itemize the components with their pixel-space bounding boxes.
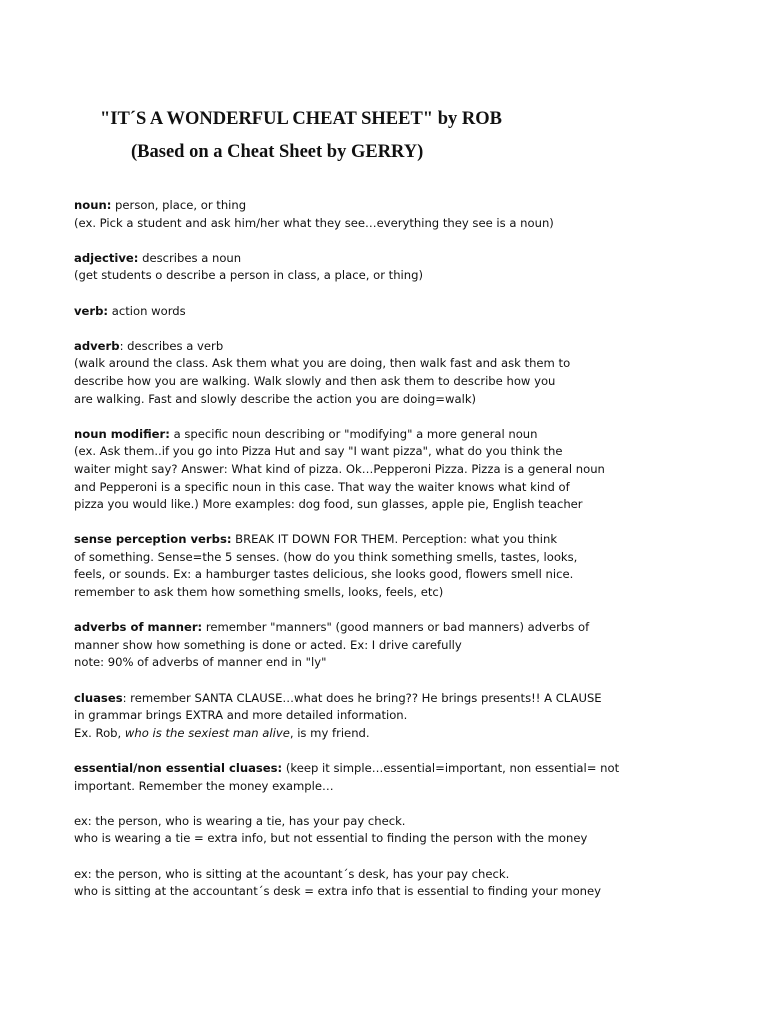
term-sense-perception-verbs: sense perception verbs: — [74, 532, 232, 547]
document-subtitle: (Based on a Cheat Sheet by GERRY) — [131, 142, 424, 162]
example-1-line: ex: the person, who is wearing a tie, has your pay check. — [74, 813, 406, 828]
section-cluases — [74, 690, 734, 743]
essential-line: important. Remember the money example… — [74, 778, 334, 793]
document-title: "IT´S A WONDERFUL CHEAT SHEET" by ROB — [100, 109, 502, 129]
definition-adverb: : describes a verb — [119, 338, 224, 353]
section-essential-cluases — [74, 760, 734, 795]
term-adjective: adjective: — [74, 250, 139, 265]
definition-noun: person, place, or thing — [111, 198, 247, 212]
section-sense-perception-verbs — [74, 531, 734, 601]
term-adverbs-of-manner: adverbs of manner: — [74, 620, 203, 635]
noun-modifier-line: (ex. Ask them..if you go into Pizza Hut and say "I want pizza", what do you think the — [74, 444, 563, 459]
noun-modifier-line: waiter might say? Answer: What kind of pizza. Ok…Pepperoni Pizza. Pizza is a general noun — [74, 461, 605, 476]
term-verb: verb: — [74, 303, 109, 318]
adverbs-manner-line: manner show how something is done or acted. Ex: I drive carefully — [74, 637, 462, 652]
section-adverbs-of-manner — [74, 619, 734, 672]
example-2-line: ex: the person, who is sitting at the acountant´s desk, has your pay check. — [74, 866, 510, 881]
cluases-line: in grammar brings EXTRA and more detailed information. — [74, 708, 408, 723]
term-noun-modifier: noun modifier: — [74, 426, 170, 441]
definition-adjective: describes a noun — [138, 250, 242, 265]
noun-modifier-line: and Pepperoni is a specific noun in this case. That way the waiter knows what kind of — [74, 479, 570, 494]
definition-adverbs-of-manner: remember "manners" (good manners or bad manners) adverbs of — [202, 620, 590, 635]
adverb-line: describe how you are walking. Walk slowly and then ask them to describe how you — [74, 373, 556, 388]
example-noun: (ex. Pick a student and ask him/her what they see…everything they see is a noun) — [74, 215, 554, 230]
section-adjective — [74, 250, 734, 285]
term-noun: noun: — [74, 198, 112, 212]
cluases-example-italic: who is the sexiest man alive — [124, 725, 290, 740]
section-verb — [74, 303, 734, 321]
term-essential-cluases: essential/non essential cluases: — [74, 761, 283, 775]
definition-sense-perception-verbs: BREAK IT DOWN FOR THEM. Perception: what you think — [231, 532, 558, 547]
example-adjective: (get students o describe a person in class, a place, or thing) — [74, 268, 424, 283]
sense-verbs-line: of something. Sense=the 5 senses. (how do you think something smells, tastes, looks, — [74, 549, 578, 564]
sense-verbs-line: feels, or sounds. Ex: a hamburger tastes delicious, she looks good, flowers smell nice. — [74, 567, 574, 582]
term-cluases: cluases — [74, 690, 123, 705]
definition-verb: action words — [108, 303, 186, 318]
section-noun — [74, 197, 734, 232]
section-noun-modifier — [74, 426, 734, 514]
example-1-line: who is wearing a tie = extra info, but not essential to finding the person with the money — [74, 831, 588, 846]
definition-essential-cluases: (keep it simple…essential=important, non essential= not — [282, 761, 620, 775]
document-body — [74, 197, 734, 918]
section-example-1 — [74, 813, 734, 848]
adverbs-manner-line: note: 90% of adverbs of manner end in "ly" — [74, 655, 327, 670]
example-2-line: who is sitting at the accountant´s desk = extra info that is essential to finding your money — [74, 884, 602, 899]
term-adverb: adverb — [74, 338, 120, 353]
definition-noun-modifier: a specific noun describing or "modifying" a more general noun — [169, 426, 538, 441]
section-example-2 — [74, 866, 734, 901]
cluases-example: Ex. Rob, who is the sexiest man alive, is my friend. — [74, 725, 370, 740]
sense-verbs-line: remember to ask them how something smells, looks, feels, etc) — [74, 585, 444, 600]
noun-modifier-line: pizza you would like.) More examples: dog food, sun glasses, apple pie, English teacher — [74, 497, 583, 512]
definition-cluases: : remember SANTA CLAUSE…what does he bring?? He brings presents!! A CLAUSE — [122, 690, 602, 705]
adverb-line: are walking. Fast and slowly describe the action you are doing=walk) — [74, 391, 477, 406]
section-adverb — [74, 338, 734, 408]
adverb-line: (walk around the class. Ask them what you are doing, then walk fast and ask them to — [74, 356, 571, 371]
